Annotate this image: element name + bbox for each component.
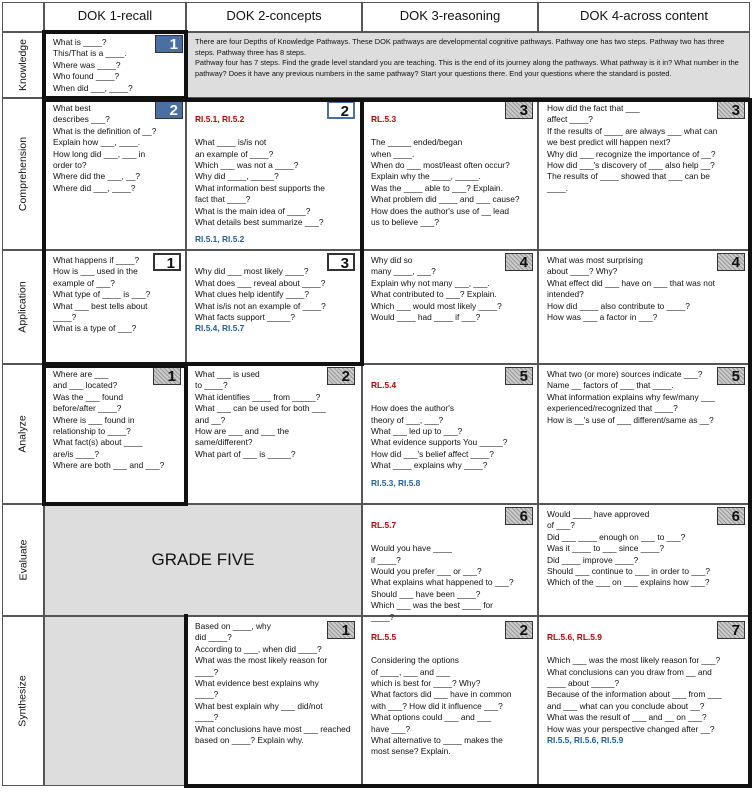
row-label-comprehension: Comprehension [2, 98, 44, 250]
header-dok1: DOK 1-recall [44, 2, 186, 32]
standard-code: RL.5.6, RL.5.9 [547, 632, 602, 643]
standard-code: RI.5.4, RI.5.7 [195, 323, 245, 334]
synthesize-dok2 [186, 616, 362, 786]
cell-text: What is ____? This/That is a ____. Where was ____? Who found ____? When did ___, ____? [53, 37, 133, 93]
cell-text: Based on ____, why did ____? According to ___, when did ____? What was the most likely reason for ____? What evidence best explains why ____? What best explain why ___ did/not ____? What conclusions have most ___ reached based on ____? Explain why. [195, 621, 351, 746]
cell-text: Why did so many ____, ___? Explain why not many ___, ___. What contributed to ___? Explain. Which ___ would most likely ____? Would ____ had ____ if ___? [371, 255, 502, 323]
cell-text: Which ___ was the most likely reason for ___? What conclusions can you draw from __ and ____ about _____? Because of the information about ___ from ___ and ___ what can you conclude about __? What was the result of ___ and __ on ___? How was your perspective changed after __? [547, 655, 722, 734]
standard-code: RL.5.7 [371, 520, 397, 531]
cell-text: Would ____ have approved of ___? Did ___ ____ enough on ___ to ___? Was it ____ to ___ since ____? Did ____ improve ____? Should ___ continue to ___ in order to ___? Which of the ___ on ___ explains how ___? [547, 509, 710, 588]
standard-code: RI.5.1, RI.5.2 [195, 114, 245, 125]
evaluate-dok3 [362, 504, 538, 622]
synthesize-dok3 [362, 616, 538, 786]
standard-code: RL.5.3 [371, 114, 397, 125]
cell-text: What two (or more) sources indicate ___? Name __ factors of ___ that ____. What information explains why few/many ___ experienced/recognized that ____? How is __'s use of ___ different/same as __? [547, 369, 716, 425]
row-label-evaluate: Evaluate [2, 504, 44, 616]
pathway-number: 5 [505, 367, 533, 385]
standard-code: RL.5.4 [371, 380, 397, 391]
standard-code: RI.5.5, RI.5.6, RI.5.9 [547, 735, 624, 746]
cell-text: How did the fact that ___ affect ____? If the results of ____ are always ___ what can we best predict will happen next? Why did ___ recognize the importance of __? How did ___'s discovery of ___ also help __? The results of ____ showed that ___ can be ____. [547, 103, 718, 193]
pathway-number: 3 [327, 253, 355, 271]
synthesize-dok1-empty [44, 616, 186, 786]
pathway-number: 2 [327, 367, 355, 385]
analyze-dok2 [186, 364, 362, 504]
comprehension-dok3 [362, 98, 538, 250]
pathway-number: 3 [717, 101, 745, 119]
cell-text: Would you have ____ if ____? Would you prefer ___ or ___? What explains what happened to ___? Should ___ have been ____? Which ___ was the best ____ for ____? [371, 543, 514, 622]
row-label-synthesize: Synthesize [2, 616, 44, 786]
pathway-number: 6 [717, 507, 745, 525]
evaluate-dok4 [538, 504, 750, 616]
pathway-note-text: There are four Depths of Knowledge Pathways. These DOK pathways are developmental cognitive pathways. Pathway one has two steps. Pathway two has three steps. Pathway three has 8 steps. Pathway four has 7 steps. Find the grade level standard you are teaching. This is the end of its journey along the pathways. What pathway is it in? What number in the pathway? Does it have any previous numbers in the same pathway? Start your questions there. End your questions where the standard is posted. [195, 37, 739, 78]
application-dok2 [186, 250, 362, 364]
row-label-analyze: Analyze [2, 364, 44, 504]
synthesize-dok4 [538, 616, 750, 786]
pathway-number: 1 [153, 253, 181, 271]
pathway-number: 1 [153, 367, 181, 385]
header-dok2: DOK 2-concepts [186, 2, 362, 32]
pathway-number: 2 [505, 621, 533, 639]
header-dok4: DOK 4-across content [538, 2, 750, 32]
analyze-dok1 [44, 364, 186, 504]
standard-code: RI.5.1, RI.5.2 [195, 234, 245, 245]
cell-text: What was most surprising about ____? Why? What effect did ___ have on ___ that was not intended? How did ____ also contribute to ____? How was ___ a factor in ___? [547, 255, 715, 323]
pathway-number: 1 [327, 621, 355, 639]
knowledge-dok1 [44, 32, 186, 98]
cell-text: Where are ___ and ___ located? Was the ___ found before/after ____? Where is ___ found in relationship to ____? What fact(s) about ____ are/is ____? Where are both ___ and ___? [53, 369, 165, 471]
corner-cell [2, 2, 44, 32]
pathway-number: 5 [717, 367, 745, 385]
standard-code: RL.5.5 [371, 632, 397, 643]
pathway-number: 4 [505, 253, 533, 271]
grade-label: GRADE FIVE [151, 550, 255, 569]
application-dok4 [538, 250, 750, 364]
grade-panel [44, 504, 362, 616]
cell-text: How does the author's theory of ___, ___? What ___ led up to ___? What evidence supports You _____? How did ___'s belief affect ____? What ____ explains why ____? [371, 403, 508, 471]
analyze-dok3 [362, 364, 538, 504]
pathway-number: 2 [155, 101, 183, 119]
pathway-number: 3 [505, 101, 533, 119]
cell-text: The _____ ended/began when ____. When do ___ most/least often occur? Explain why the ____, _____. Was the ____ able to ___? Explain. What problem did ____ and ___ cause? How does the author's use of __ lead us to believe ___? [371, 137, 520, 228]
standard-code: RI.5.3, RI.5.8 [371, 477, 421, 488]
cell-text: What ____ is/is not an example of ____? Which ___ was not a ____? Why did ____, _____? What information best supports the fact that ____? What is the main idea of ____? What details best summarize ___? [195, 137, 325, 228]
comprehension-dok4 [538, 98, 750, 250]
row-label-application: Application [2, 250, 44, 364]
comprehension-dok2 [186, 98, 362, 250]
header-dok3: DOK 3-reasoning [362, 2, 538, 32]
comprehension-dok1 [44, 98, 186, 250]
pathway-note [186, 32, 750, 98]
cell-text: What happens if ____? How is ___ used in the example of ___? What type of ____ is ___? What ___ best tells about ____? What is a type of ___? [53, 255, 151, 334]
row-label-knowledge: Knowledge [2, 32, 44, 98]
cell-text: What ___ is used to ____? What identifies ____ from _____? What ___ can be used for both ___ and __? How are ___ and ___ the same/different? What part of ___ is _____? [195, 369, 326, 459]
analyze-dok4 [538, 364, 750, 504]
cell-text: Considering the options of ____, ___ and ___ which is best for ____? Why? What factors did ___ have in common with ___? How did it influence ___? What options could ___ and ___ have ___? What alternative to ____ makes the most sense? Explain. [371, 655, 512, 757]
pathway-number: 4 [717, 253, 745, 271]
cell-text: Why did ___ most likely ____? What does ___ reveal about ____? What clues help identify ____? What is/is not an example of ____? What facts support _____? [195, 266, 326, 323]
application-dok3 [362, 250, 538, 364]
cell-text: What best describes ___? What is the definition of __? Explain how ___, ____. How long did ___, ___ in order to? Where did the ___, __? Where did ___, ____? [53, 103, 157, 193]
application-dok1 [44, 250, 186, 364]
pathway-number: 2 [327, 101, 355, 119]
pathway-number: 7 [717, 621, 745, 639]
pathway-number: 6 [505, 507, 533, 525]
pathway-number: 1 [155, 35, 183, 53]
